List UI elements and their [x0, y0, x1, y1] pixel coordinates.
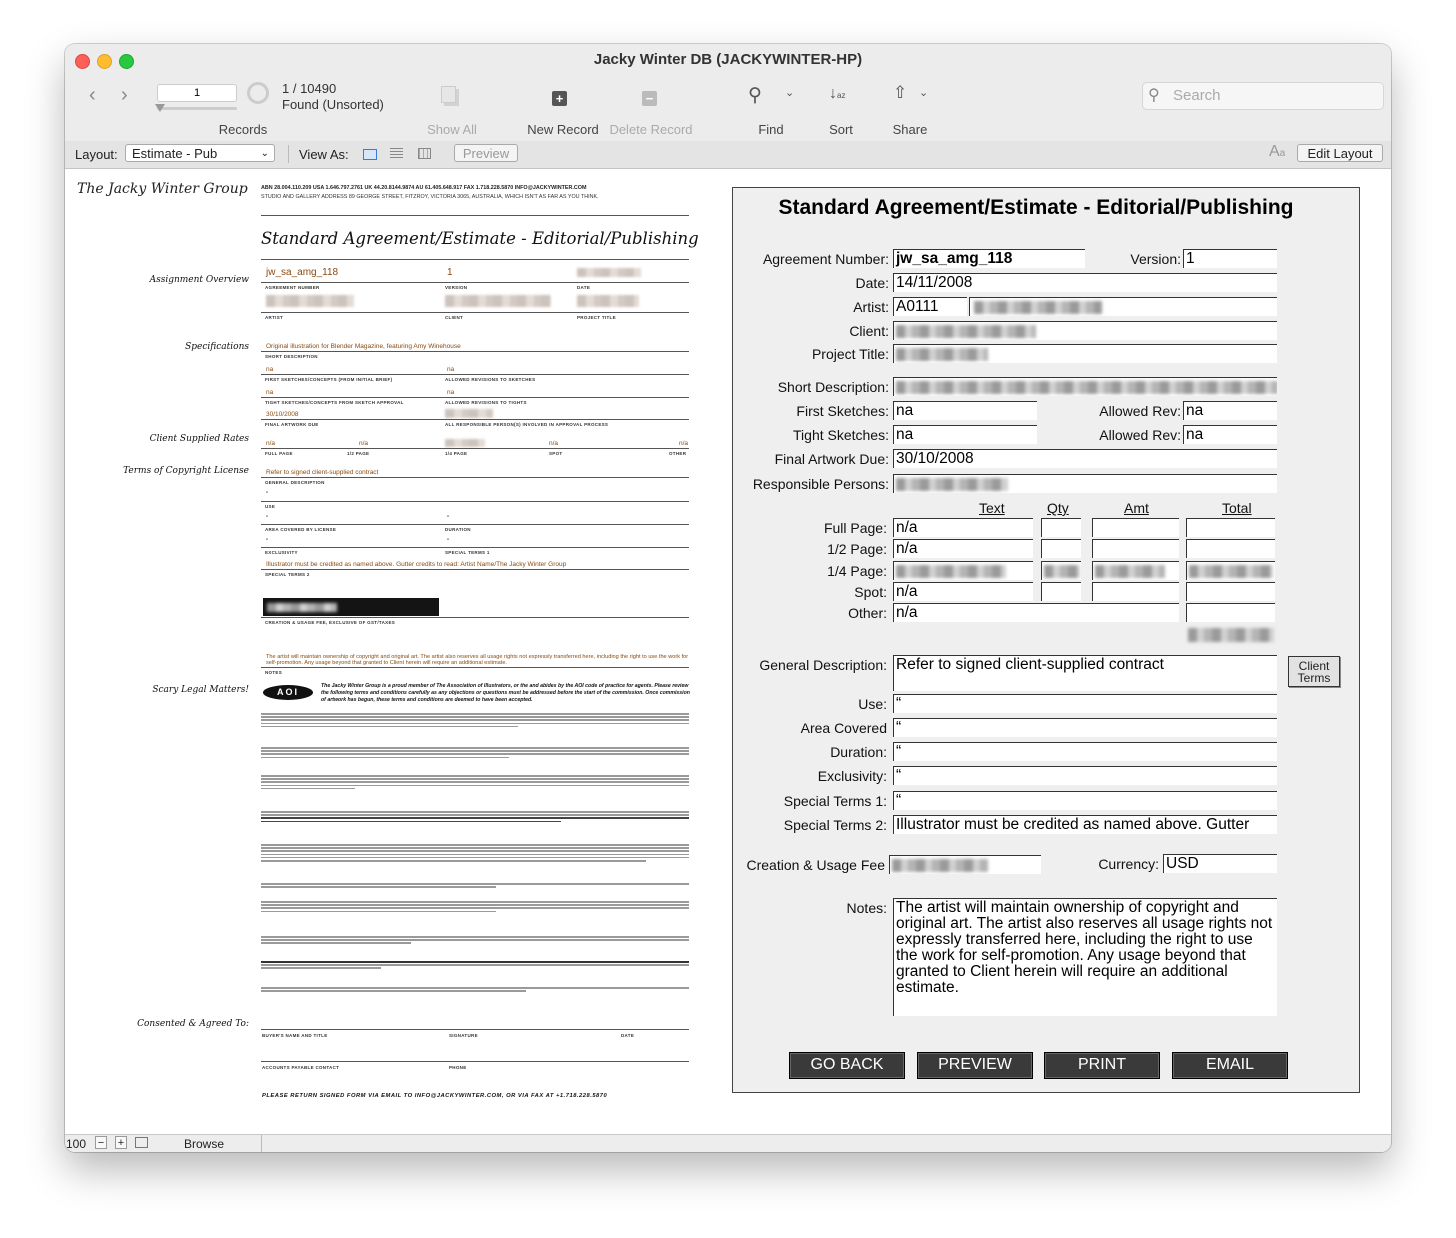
exclusivity-field[interactable]: “: [893, 766, 1277, 785]
sort-button[interactable]: Sort: [829, 122, 853, 137]
redacted-value: [896, 565, 1006, 578]
caption-quarter-page: 1/4 PAGE: [445, 451, 468, 456]
caption-version: VERSION: [445, 285, 468, 290]
duration-field[interactable]: “: [893, 742, 1277, 761]
terms-paragraph: [261, 811, 689, 841]
show-all-button[interactable]: Show All: [427, 122, 477, 137]
caption-area: AREA COVERED BY LICENSE: [265, 527, 337, 532]
divider: [261, 1135, 262, 1152]
caption-exclusivity: EXCLUSIVITY: [265, 550, 298, 555]
mode-indicator[interactable]: Browse: [184, 1137, 225, 1151]
search-box[interactable]: [1142, 82, 1384, 110]
delete-record-button[interactable]: Delete Record: [609, 122, 693, 137]
chevron-down-icon: ⌄: [260, 148, 269, 159]
spot-qty-field[interactable]: [1041, 582, 1081, 601]
redacted-value: [1044, 565, 1080, 578]
caption-short-desc: SHORT DESCRIPTION: [265, 354, 318, 359]
spot-total-field[interactable]: [1186, 582, 1275, 601]
quarter-page-label: 1/4 Page:: [827, 563, 887, 579]
caption-date: DATE: [577, 285, 591, 290]
form-title: Standard Agreement/Estimate - Editorial/Publishing: [778, 196, 1294, 219]
toolbar-toggle-icon[interactable]: [135, 1137, 148, 1148]
caption-half-page: 1/2 PAGE: [347, 451, 370, 456]
divider: [261, 448, 689, 449]
agreement-number-field[interactable]: jw_sa_amg_118: [893, 249, 1085, 268]
date-label: Date:: [855, 275, 889, 291]
show-all-icon[interactable]: [441, 86, 456, 108]
zoom-out-icon[interactable]: −: [95, 1136, 107, 1149]
print-button[interactable]: PRINT: [1044, 1052, 1160, 1079]
divider: [261, 524, 689, 525]
use-label: Use:: [858, 696, 887, 712]
terms-paragraph: [261, 961, 689, 983]
layout-bar: [65, 141, 1391, 169]
layout-select[interactable]: [125, 144, 275, 162]
other-total-field[interactable]: [1186, 603, 1275, 622]
general-description-field[interactable]: Refer to signed client-supplied contract: [893, 655, 1277, 691]
spot-amt-field[interactable]: [1092, 582, 1179, 601]
form-view-icon[interactable]: [363, 149, 377, 160]
preview-use-value: ": [266, 491, 269, 498]
section-consent: Consented & Agreed To:: [137, 1019, 249, 1029]
client-field[interactable]: [893, 321, 1277, 340]
preview-allowed-rev-tights: na: [447, 389, 455, 396]
aoi-logo: AOI: [263, 685, 313, 700]
responsible-persons-field[interactable]: [893, 474, 1277, 493]
currency-field[interactable]: USD: [1163, 854, 1277, 873]
preview-duration-value: ": [447, 515, 450, 522]
redacted-value: [1189, 565, 1273, 578]
rate-spot: n/a: [549, 440, 559, 447]
other-label: Other:: [848, 605, 887, 621]
caption-special1: SPECIAL TERMS 1: [445, 550, 490, 555]
notes-field[interactable]: The artist will maintain ownership of copyright and original art. The artist also reserves all usage rights not expressly transferred here, including the right to use the work for self-promotion. Any usage beyond that granted to Client herein will require an additional estimate.: [893, 898, 1277, 1016]
caption-buyer: BUYER'S NAME AND TITLE: [262, 1033, 328, 1038]
previous-record-icon[interactable]: ‹: [89, 84, 96, 106]
find-button[interactable]: Find: [758, 122, 784, 137]
exclusivity-label: Exclusivity:: [817, 768, 887, 784]
artist-label: Artist:: [853, 299, 889, 315]
general-description-label: General Description:: [759, 657, 887, 673]
window-title: Jacky Winter DB (JACKYWINTER-HP): [593, 51, 863, 68]
half-page-amt-field[interactable]: [1092, 539, 1179, 558]
artist-name-field[interactable]: [969, 297, 1277, 316]
quarter-page-text-field[interactable]: [893, 561, 1033, 580]
tight-sketches-field[interactable]: na: [893, 425, 1037, 444]
short-description-label: Short Description:: [777, 379, 889, 395]
column-total-header: Total: [1222, 500, 1252, 516]
caption-duration: DURATION: [445, 527, 471, 532]
client-label: Client:: [849, 323, 889, 339]
terms-paragraph: [261, 987, 689, 1001]
preview-agreement-number: jw_sa_amg_118: [266, 267, 339, 278]
toolbar: [65, 44, 1391, 142]
company-logo: The Jacky Winter Group: [77, 181, 248, 197]
full-page-amt-field[interactable]: [1092, 518, 1179, 537]
caption-general-desc: GENERAL DESCRIPTION: [265, 480, 325, 485]
use-field[interactable]: “: [893, 694, 1277, 713]
caption-responsible: ALL RESPONSIBLE PERSON(S) INVOLVED IN APPROVAL PROCESS: [445, 422, 609, 427]
divider: [261, 617, 689, 618]
rate-half-page: n/a: [359, 440, 369, 447]
redacted-grand-total: [1188, 628, 1274, 642]
full-page-total-field[interactable]: [1186, 518, 1275, 537]
preview-button[interactable]: Preview: [454, 144, 518, 162]
divider: [261, 477, 689, 478]
preview-general-description: Refer to signed client-supplied contract: [266, 469, 379, 476]
caption-agreement-number: AGREEMENT NUMBER: [265, 285, 320, 290]
column-amt-header: Amt: [1124, 500, 1149, 516]
column-qty-header: Qty: [1047, 500, 1069, 516]
notes-label: Notes:: [846, 900, 887, 916]
fee-box: [263, 598, 439, 616]
records-label: Records: [218, 122, 268, 137]
special-terms-1-field[interactable]: “: [893, 791, 1277, 810]
project-title-label: Project Title:: [811, 346, 889, 362]
redacted-project: [577, 295, 639, 307]
app-window: [65, 44, 1391, 1152]
caption-artist: ARTIST: [265, 315, 284, 320]
other-text-field[interactable]: n/a: [893, 603, 1179, 622]
new-record-button[interactable]: New Record: [527, 122, 599, 137]
preview-tight-sketches: na: [266, 389, 274, 396]
caption-tight-sketches: TIGHT SKETCHES/CONCEPTS FROM SKETCH APPROVAL: [265, 400, 404, 405]
caption-accounts: ACCOUNTS PAYABLE CONTACT: [262, 1065, 340, 1070]
caption-signature: SIGNATURE: [449, 1033, 478, 1038]
agreement-number-label: Agreement Number:: [762, 251, 889, 267]
divider: [261, 419, 689, 420]
estimate-form: [732, 187, 1360, 1093]
allowed-rev-field-1[interactable]: na: [1183, 401, 1277, 420]
full-page-qty-field[interactable]: [1041, 518, 1081, 537]
preview-first-sketches: na: [266, 366, 274, 373]
client-terms-button[interactable]: Client Terms: [1288, 656, 1340, 687]
search-placeholder: Search: [1173, 87, 1221, 104]
record-progress-icon: [247, 82, 269, 104]
preview-final-artwork: 30/10/2008: [266, 411, 299, 418]
quarter-page-amt-field[interactable]: [1092, 561, 1179, 580]
divider: [261, 397, 689, 398]
share-icon[interactable]: ⇧: [893, 83, 908, 102]
divider: [261, 259, 689, 260]
redacted-fee: [267, 603, 337, 612]
zoom-level[interactable]: 100: [66, 1137, 87, 1151]
text-format-icon[interactable]: Aa: [1269, 143, 1286, 160]
short-description-field[interactable]: [893, 377, 1277, 396]
caption-phone: PHONE: [449, 1065, 467, 1070]
caption-project-title: PROJECT TITLE: [577, 315, 616, 320]
caption-notes: NOTES: [265, 670, 283, 675]
return-instructions: PLEASE RETURN SIGNED FORM VIA EMAIL TO INFO@JACKYWINTER.COM, OR VIA FAX AT +1.718.228.5870: [262, 1093, 608, 1099]
next-record-icon[interactable]: ›: [121, 84, 128, 106]
caption-date-consent: DATE: [621, 1033, 635, 1038]
divider: [288, 145, 289, 163]
duration-label: Duration:: [830, 744, 887, 760]
find-icon[interactable]: ⚲: [748, 85, 762, 106]
caption-client: CLIENT: [445, 315, 464, 320]
terms-paragraph: [261, 747, 689, 777]
terms-paragraph: [261, 713, 689, 743]
terms-paragraph: [261, 775, 689, 805]
preview-notes: The artist will maintain ownership of copyright and original art. The artist also reserves all usage rights not expressly transferred here, including the right to use the work for self-promotion. Any usage beyond that granted to Client herein will require an additional estimate.: [266, 654, 689, 666]
allowed-rev-label-1: Allowed Rev:: [1099, 403, 1181, 419]
half-page-qty-field[interactable]: [1041, 539, 1081, 558]
half-page-text-field[interactable]: n/a: [893, 539, 1033, 558]
area-covered-field[interactable]: “: [893, 718, 1277, 737]
caption-use: USE: [265, 504, 276, 509]
special-terms-2-label: Special Terms 2:: [783, 817, 887, 833]
preview-allowed-rev-sketches: na: [447, 366, 455, 373]
redacted-client: [445, 295, 551, 307]
divider: [261, 215, 689, 216]
quarter-page-qty-field[interactable]: [1041, 561, 1081, 580]
terms-paragraph: [261, 844, 689, 874]
quarter-page-total-field[interactable]: [1186, 561, 1275, 580]
found-status: Found (Unsorted): [282, 97, 384, 112]
divider: [261, 1061, 689, 1062]
redacted-value: [896, 325, 1036, 338]
rate-full-page: n/a: [266, 440, 276, 447]
section-specifications: Specifications: [185, 342, 249, 352]
column-text-header: Text: [979, 500, 1005, 516]
divider: [261, 312, 689, 313]
redacted-value: [896, 381, 1277, 394]
half-page-total-field[interactable]: [1186, 539, 1275, 558]
section-copyright-license: Terms of Copyright License: [123, 466, 249, 476]
divider: [261, 501, 689, 502]
preview-area-value: ": [266, 515, 269, 522]
slider-handle-icon[interactable]: [155, 104, 165, 112]
layout-label: Layout:: [75, 147, 118, 162]
section-client-supplied-rates: Client Supplied Rates: [149, 434, 249, 444]
caption-full-page: FULL PAGE: [265, 451, 293, 456]
sort-icon[interactable]: ↓az: [829, 85, 846, 102]
first-sketches-field[interactable]: na: [893, 401, 1037, 420]
preview-short-description: Original illustration for Blender Magazine, featuring Amy Winehouse: [266, 343, 461, 350]
terms-paragraph: [261, 936, 689, 956]
currency-label: Currency:: [1098, 856, 1159, 872]
caption-allowed-rev-tights: ALLOWED REVISIONS TO TIGHTS: [445, 400, 527, 405]
redacted-quarter-page: [445, 439, 485, 447]
preview-title: Standard Agreement/Estimate - Editorial/Publishing: [261, 229, 699, 248]
divider: [261, 282, 689, 283]
full-page-label: Full Page:: [823, 520, 887, 536]
allowed-rev-label-2: Allowed Rev:: [1099, 427, 1181, 443]
creation-usage-fee-label: Creation & Usage Fee: [746, 857, 885, 873]
caption-other: OTHER: [669, 451, 687, 456]
redacted-artist: [266, 295, 354, 307]
status-bar: [65, 1134, 1391, 1152]
tight-sketches-label: Tight Sketches:: [793, 427, 889, 443]
responsible-persons-label: Responsible Persons:: [752, 476, 889, 492]
full-page-text-field[interactable]: n/a: [893, 518, 1033, 537]
divider: [261, 1029, 689, 1030]
first-sketches-label: First Sketches:: [796, 403, 889, 419]
project-title-field[interactable]: [893, 344, 1277, 363]
caption-first-sketches: FIRST SKETCHES/CONCEPTS (FROM INITIAL BRIEF): [265, 377, 393, 382]
preview-special-terms-2: Illustrator must be credited as named above. Gutter credits to read: Artist Name/The Jacky Winter Group: [266, 561, 567, 568]
date-field[interactable]: 14/11/2008: [893, 273, 1277, 292]
find-menu-chevron-icon[interactable]: ⌄: [785, 87, 795, 99]
preview-exclusivity-value: ": [266, 538, 269, 545]
area-covered-label: Area Covered: [800, 720, 887, 736]
email-button[interactable]: EMAIL: [1172, 1052, 1288, 1079]
new-record-icon[interactable]: +: [552, 87, 567, 108]
caption-final-artwork: FINAL ARTWORK DUE: [265, 422, 319, 427]
terms-paragraph: [261, 901, 689, 931]
caption-special2: SPECIAL TERMS 2: [265, 572, 310, 577]
redacted-value: [896, 348, 988, 361]
special-terms-2-field[interactable]: Illustrator must be credited as named above. Gutter: [893, 815, 1277, 834]
view-as-label: View As:: [299, 147, 349, 162]
contact-line: ABN 28.004.110.209 USA 1.646.797.2761 UK 44.20.8144.9874 AU 61.405.648.917 FAX 1.718.228.5870 INFO@JACKYWINTER.COM: [261, 185, 587, 191]
artist-code-field[interactable]: A0111: [893, 297, 967, 316]
redacted-date: [577, 268, 641, 277]
layout-content: [65, 169, 1391, 1134]
zoom-in-icon[interactable]: +: [115, 1136, 127, 1149]
search-icon: ⚲: [1148, 87, 1160, 104]
preview-version: 1: [447, 267, 453, 278]
redacted-value: [974, 301, 1102, 314]
creation-usage-fee-field[interactable]: [889, 855, 1041, 874]
preview-form-button[interactable]: PREVIEW: [917, 1052, 1033, 1079]
section-assignment-overview: Assignment Overview: [149, 275, 249, 285]
section-legal: Scary Legal Matters!: [152, 685, 249, 695]
divider: [261, 667, 689, 668]
caption-allowed-rev-sketches: ALLOWED REVISIONS TO SKETCHES: [445, 377, 536, 382]
preview-special1-value: ": [447, 538, 450, 545]
allowed-rev-field-2[interactable]: na: [1183, 425, 1277, 444]
record-count: 1 / 10490: [282, 81, 337, 96]
spot-label: Spot:: [854, 584, 887, 600]
redacted-responsible: [445, 409, 493, 418]
list-view-icon[interactable]: [390, 148, 403, 159]
special-terms-1-label: Special Terms 1:: [783, 793, 887, 809]
address-line: STUDIO AND GALLERY ADDRESS 89 GEORGE STREET, FITZROY, VICTORIA 3065, AUSTRALIA, WHICH ISN'T AS FAR AS YOU THINK.: [261, 194, 599, 200]
share-menu-chevron-icon[interactable]: ⌄: [919, 87, 929, 99]
delete-record-icon[interactable]: −: [642, 87, 657, 108]
divider: [261, 569, 689, 570]
divider: [261, 351, 689, 352]
spot-text-field[interactable]: n/a: [893, 582, 1033, 601]
version-label: Version:: [1130, 251, 1181, 267]
redacted-value: [892, 859, 988, 872]
divider: [261, 374, 689, 375]
caption-spot: SPOT: [549, 451, 563, 456]
terms-paragraph: [261, 883, 689, 897]
print-preview: [65, 169, 705, 1129]
record-slider[interactable]: [157, 107, 237, 110]
aoi-statement: The Jacky Winter Group is a proud member of The Association of Illustrators, or the and abides by the AOI code of practice for agents. Please review the following terms and conditions carefully as any objections or questions must be addressed before the start of the commission. Once commission of artwork has begun, these terms and conditions are deemed to have been accepted.: [321, 683, 690, 704]
edit-layout-button[interactable]: Edit Layout: [1297, 144, 1383, 162]
final-artwork-due-label: Final Artwork Due:: [774, 451, 889, 467]
caption-fee: CREATION & USAGE FEE, EXCLUSIVE OF GST/TAXES: [265, 620, 396, 625]
version-field[interactable]: 1: [1183, 249, 1277, 268]
final-artwork-due-field[interactable]: 30/10/2008: [893, 449, 1277, 468]
rate-other: n/a: [679, 440, 689, 447]
half-page-label: 1/2 Page:: [827, 541, 887, 557]
layout-select-value: Estimate - Pub: [132, 146, 218, 161]
redacted-value: [896, 478, 1008, 491]
record-number-input[interactable]: [157, 84, 237, 102]
divider: [261, 547, 689, 548]
share-button[interactable]: Share: [892, 122, 928, 137]
redacted-value: [1095, 565, 1165, 578]
go-back-button[interactable]: GO BACK: [789, 1052, 905, 1079]
table-view-icon[interactable]: [418, 148, 431, 159]
